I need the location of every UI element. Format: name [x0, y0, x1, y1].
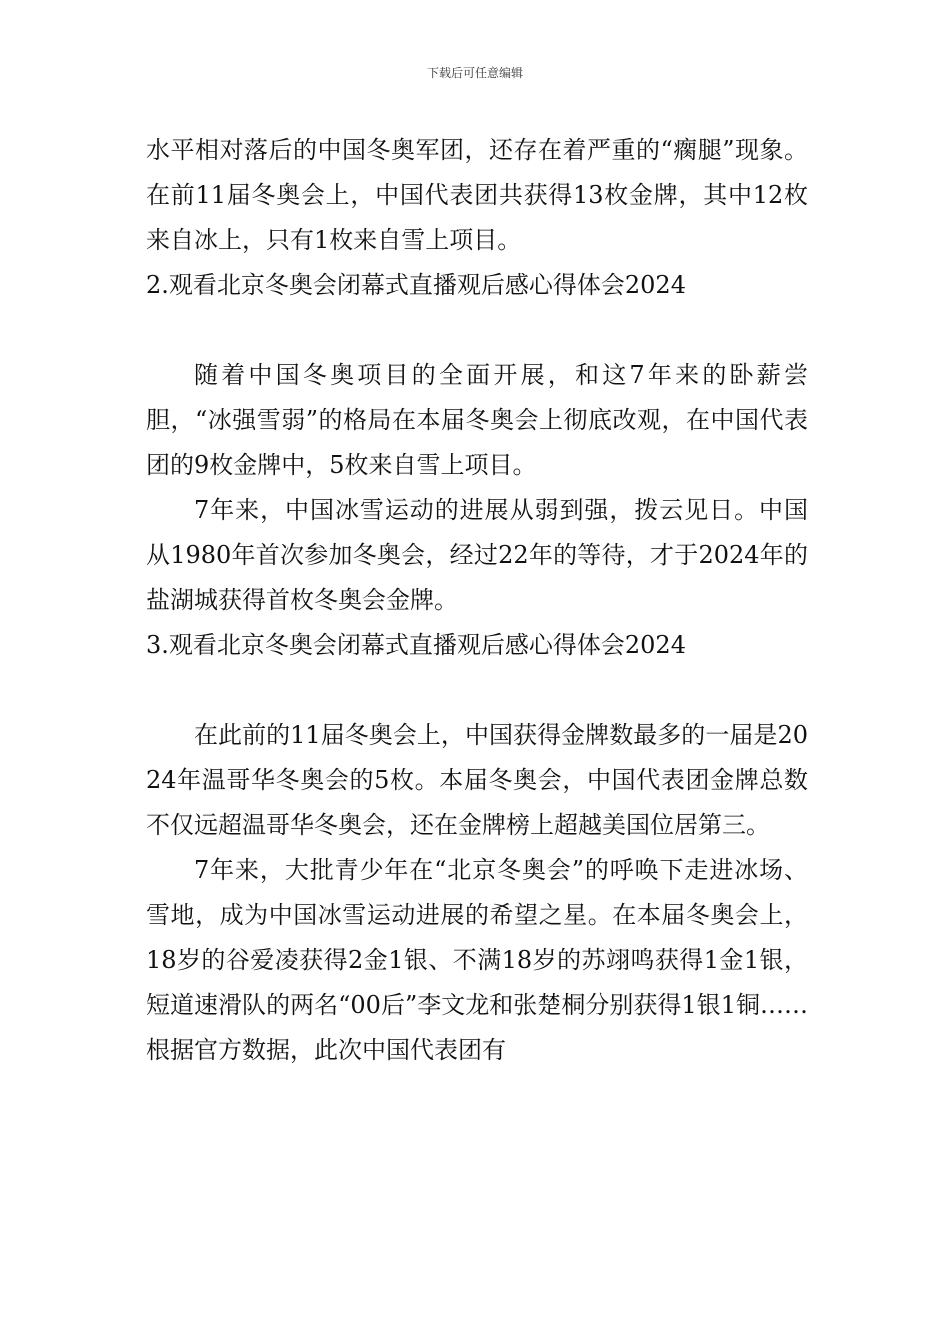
spacer	[146, 668, 808, 713]
section-heading-2: 2.观看北京冬奥会闭幕式直播观后感心得体会2024	[146, 271, 686, 299]
section-heading-3: 3.观看北京冬奥会闭幕式直播观后感心得体会2024	[146, 631, 686, 659]
paragraph-4: 在此前的11届冬奥会上，中国获得金牌数最多的一届是2024年温哥华冬奥会的5枚。本届冬奥会，中国代表团金牌总数不仅远超温哥华冬奥会，还在金牌榜上超越美国位居第三。	[146, 721, 808, 839]
paragraph-5: 7年来，大批青少年在“北京冬奥会”的呼唤下走进冰场、雪地，成为中国冰雪运动进展的希望之星。在本届冬奥会上，18岁的谷爱凌获得2金1银、不满18岁的苏翊鸣获得1金1银，短道速滑队的两名“00后”李文龙和张楚桐分别获得1银1铜……根据官方数据，此次中国代表团有	[146, 856, 808, 1064]
page-header-note: 下载后可任意编辑	[426, 66, 523, 80]
paragraph-2: 随着中国冬奥项目的全面开展，和这7年来的卧薪尝胆，“冰强雪弱”的格局在本届冬奥会上彻底改观，在中国代表团的9枚金牌中，5枚来自雪上项目。	[146, 361, 808, 479]
document-body	[146, 128, 808, 1073]
paragraph-1: 水平相对落后的中国冬奥军团，还存在着严重的“瘸腿”现象。在前11届冬奥会上，中国代表团共获得13枚金牌，其中12枚来自冰上，只有1枚来自雪上项目。	[146, 136, 808, 254]
paragraph-3: 7年来，中国冰雪运动的进展从弱到强，拨云见日。中国从1980年首次参加冬奥会，经过22年的等待，才于2024年的盐湖城获得首枚冬奥会金牌。	[146, 496, 808, 614]
spacer	[146, 308, 808, 353]
